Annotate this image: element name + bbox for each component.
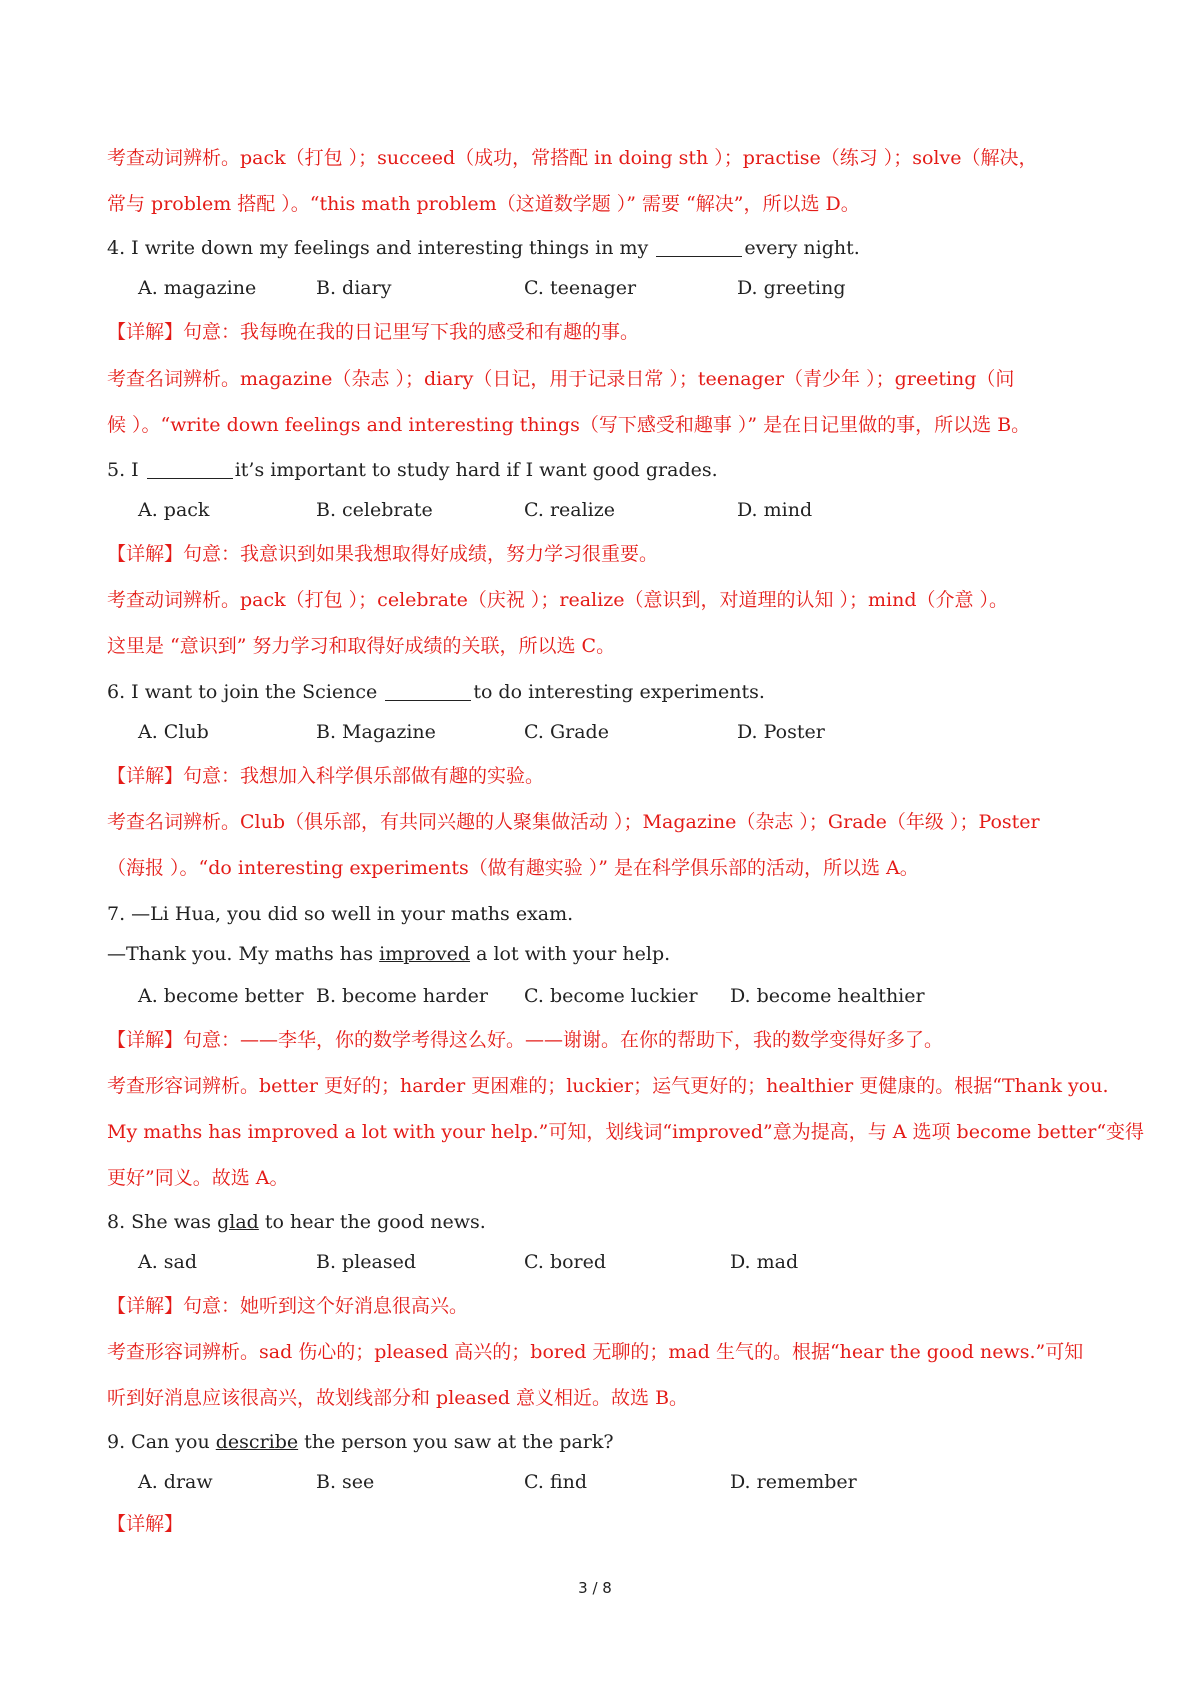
answer-explanation: 这里是 “意识到” 努力学习和取得好成绩的关联，所以选 C。: [107, 635, 616, 657]
answer-blank: [147, 459, 233, 479]
page-number: 3 / 8: [578, 1579, 612, 1597]
answer-detail: 【详解】句意：——李华，你的数学考得这么好。——谢谢。在你的帮助下，我的数学变得好多了。: [107, 1029, 944, 1051]
option-b: B. see: [316, 1471, 375, 1493]
question-text: the person you saw at the park?: [298, 1431, 614, 1453]
underlined-word: improved: [379, 943, 471, 965]
option-d: D. mind: [737, 499, 813, 521]
answer-explanation: 考查形容词辨析。better 更好的；harder 更困难的；luckier；运气更好的；healthier 更健康的。根据“Thank you.: [107, 1075, 1109, 1097]
answer-detail: 【详解】句意：我意识到如果我想取得好成绩，努力学习很重要。: [107, 543, 659, 565]
option-d: D. remember: [730, 1471, 857, 1493]
question-text: —Thank you. My maths has: [107, 943, 380, 965]
answer-blank: [656, 237, 742, 257]
answer-explanation: 考查名词辨析。Club（俱乐部，有共同兴趣的人聚集做活动 ）；Magazine（杂志 ）；Grade（年级 ）；Poster: [107, 811, 1040, 833]
answer-explanation: 听到好消息应该很高兴，故划线部分和 pleased 意义相近。故选 B。: [107, 1387, 689, 1409]
option-d: D. mad: [730, 1251, 799, 1273]
question-8-options: [0, 1250, 1190, 1276]
question-text: 9. Can you: [107, 1431, 216, 1453]
option-a: A. magazine: [138, 277, 257, 299]
question-6: [107, 680, 765, 704]
underlined-word: describe: [215, 1431, 299, 1453]
question-5-options: [0, 498, 1190, 524]
option-b: B. Magazine: [316, 721, 436, 743]
answer-explanation: My maths has improved a lot with your help.”可知，划线词“improved”意为提高，与 A 选项 become better“变得: [107, 1121, 1145, 1143]
question-text: 4. I write down my feelings and interesting things in my: [107, 237, 655, 259]
question-9: [107, 1430, 614, 1454]
question-text: a lot with your help.: [470, 943, 671, 965]
answer-blank: [385, 681, 471, 701]
option-c: C. realize: [524, 499, 616, 521]
answer-explanation: 考查名词辨析。magazine（杂志 ）；diary（日记，用于记录日常 ）；teenager（青少年 ）；greeting（问: [107, 368, 1015, 390]
option-a: A. Club: [138, 721, 209, 743]
option-d: D. Poster: [737, 721, 825, 743]
question-text: every night.: [744, 237, 860, 259]
question-4-options: [0, 276, 1190, 302]
question-6-options: [0, 720, 1190, 746]
question-7: 7. —Li Hua, you did so well in your maths exam.: [107, 903, 574, 925]
option-c: C. Grade: [524, 721, 609, 743]
answer-detail: 【详解】句意：我每晚在我的日记里写下我的感受和有趣的事。: [107, 321, 640, 343]
question-8: [107, 1210, 486, 1234]
option-d: D. become healthier: [730, 985, 925, 1007]
option-b: B. celebrate: [316, 499, 433, 521]
answer-explanation: 考查动词辨析。pack（打包 ）；celebrate（庆祝 ）；realize（意识到，对道理的认知 ）；mind（介意 ）。: [107, 589, 1009, 611]
question-7-reply: [107, 942, 670, 966]
question-7-options: [0, 984, 1190, 1010]
question-text: it’s important to study hard if I want good grades.: [234, 459, 718, 481]
answer-detail: 【详解】句意：我想加入科学俱乐部做有趣的实验。: [107, 765, 545, 787]
answer-explanation: 考查形容词辨析。sad 伤心的；pleased 高兴的；bored 无聊的；mad 生气的。根据“hear the good news.”可知: [107, 1341, 1084, 1363]
question-text: 8. She was: [107, 1211, 218, 1233]
answer-explanation: 考查动词辨析。pack（打包 ）；succeed（成功，常搭配 in doing sth ）；practise（练习 ）；solve（解决，: [107, 147, 1038, 169]
question-text: 6. I want to join the Science: [107, 681, 384, 703]
option-b: B. diary: [316, 277, 392, 299]
option-c: C. become luckier: [524, 985, 698, 1007]
option-a: A. become better: [138, 985, 304, 1007]
answer-explanation: 常与 problem 搭配 ）。“this math problem（这道数学题 ）” 需要 “解决”，所以选 D。: [107, 193, 860, 215]
question-text: to hear the good news.: [258, 1211, 486, 1233]
option-b: B. pleased: [316, 1251, 417, 1273]
option-d: D. greeting: [737, 277, 846, 299]
option-a: A. sad: [138, 1251, 198, 1273]
question-5: [107, 458, 718, 482]
answer-explanation: （海报 ）。“do interesting experiments（做有趣实验 ）” 是在科学俱乐部的活动，所以选 A。: [107, 857, 919, 879]
question-4: [107, 236, 860, 260]
answer-detail: 【详解】句意：她听到这个好消息很高兴。: [107, 1295, 469, 1317]
question-text: 5. I: [107, 459, 145, 481]
answer-explanation: 更好”同义。故选 A。: [107, 1167, 289, 1189]
answer-explanation: 候 ）。“write down feelings and interesting things（写下感受和趣事 ）” 是在日记里做的事，所以选 B。: [107, 414, 1031, 436]
question-9-options: [0, 1470, 1190, 1496]
answer-detail: 【详解】: [107, 1513, 184, 1535]
option-a: A. draw: [138, 1471, 213, 1493]
question-text: to do interesting experiments.: [473, 681, 765, 703]
underlined-word: glad: [217, 1211, 259, 1233]
option-c: C. find: [524, 1471, 588, 1493]
option-c: C. teenager: [524, 277, 637, 299]
option-a: A. pack: [138, 499, 210, 521]
option-b: B. become harder: [316, 985, 488, 1007]
option-c: C. bored: [524, 1251, 607, 1273]
